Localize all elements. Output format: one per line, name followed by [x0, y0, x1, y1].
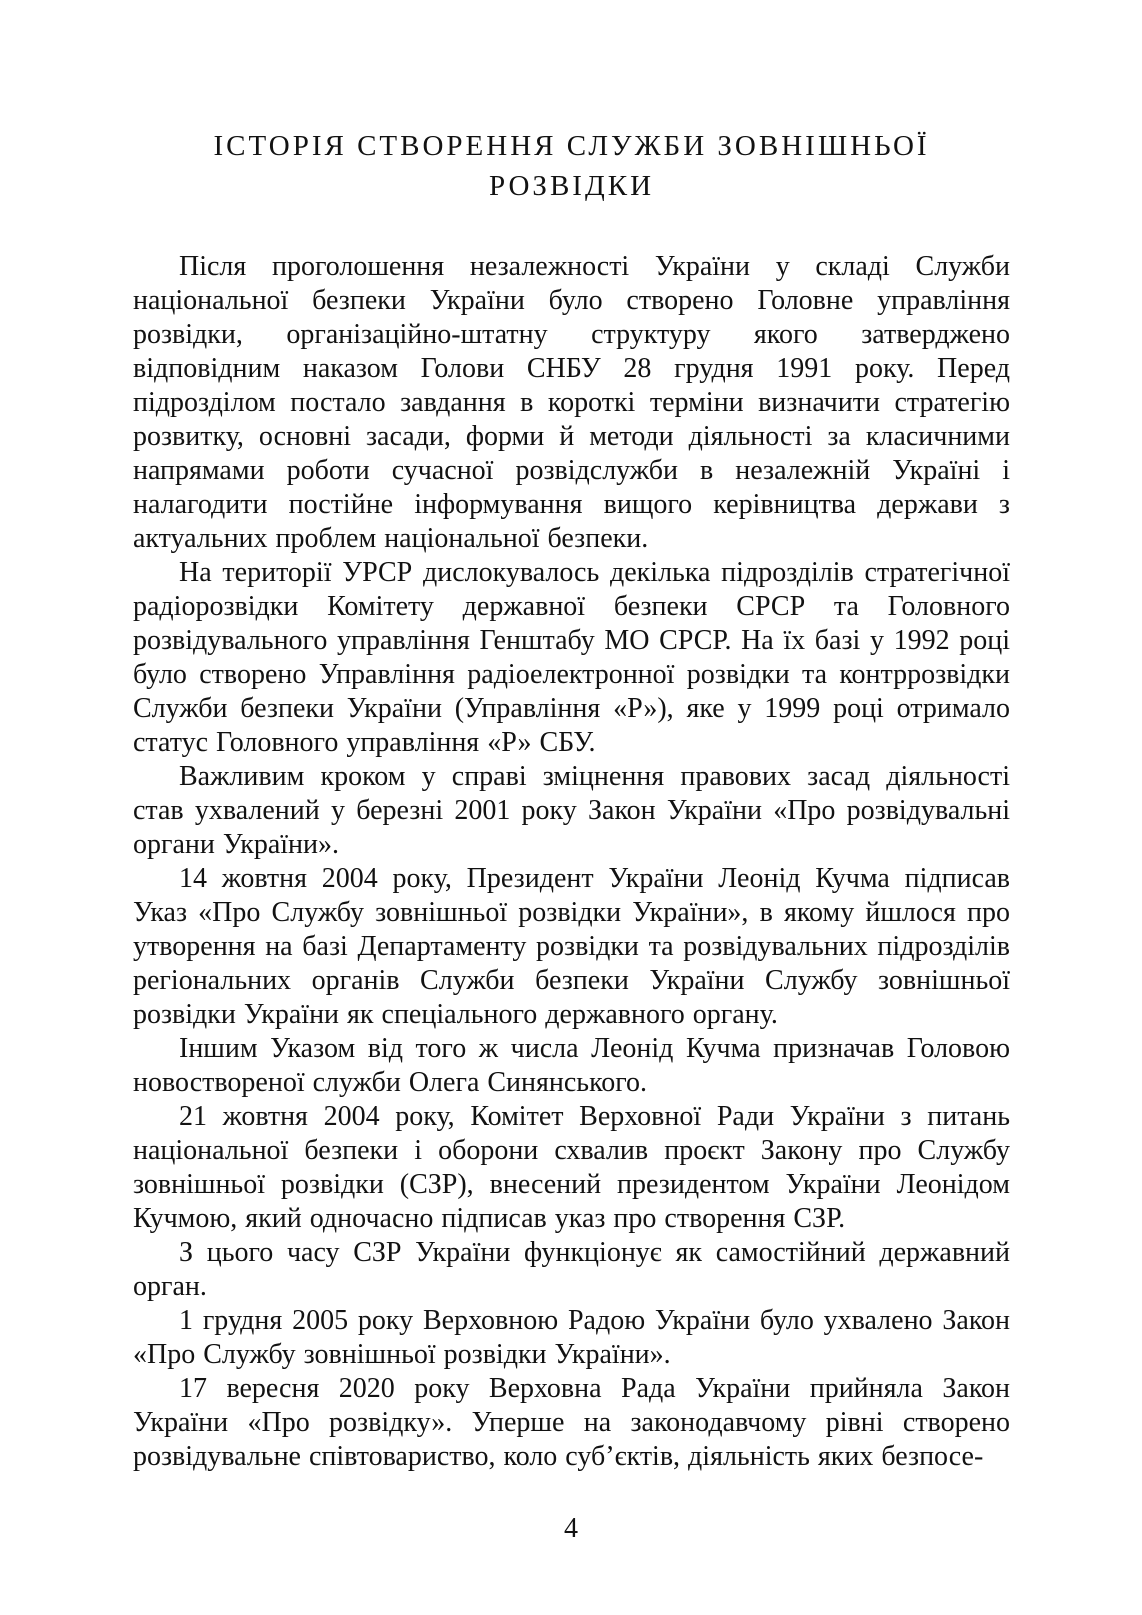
paragraph: 14 жовтня 2004 року, Президент України Леонід Кучма підписав Указ «Про Службу зовнішньої розвідки України», в якому йшлося про утворення на базі Департаменту розвідки та розвідувальних підрозділів регіональних органів Служби безпеки України Службу зовнішньої розвідки України як спеціального державного органу.: [133, 863, 1010, 1031]
paragraph: На території УРСР дислокувалось декілька підрозділів стратегічної радіорозвідки Комітету державної безпеки СРСР та Головного розвідувального управління Генштабу МО СРСР. На їх базі у 1992 році було створено Управління радіоелектронної розвідки та контррозвідки Служби безпеки України (Управління «Р»), яке у 1999 році отримало статус Головного управління «Р» СБУ.: [133, 557, 1010, 759]
paragraph: 17 вересня 2020 року Верховна Рада України прийняла Закон України «Про розвідку». Уперше на законодавчому рівні створено розвідувальне співтовариство, коло суб’єктів, діяльність яких безпосе-: [133, 1373, 1010, 1473]
paragraph: Після проголошення незалежності України у складі Служби національної безпеки України було створено Головне управління розвідки, організаційно-штатну структуру якого затверджено відповідним наказом Голови СНБУ 28 грудня 1991 року. Перед підрозділом постало завдання в короткі терміни визначити стратегію розвитку, основні засади, форми й методи діяльності за класичними напрямами роботи сучасної розвідслужби в незалежній Україні і налагодити постійне інформування вищого керівництва держави з актуальних проблем національної безпеки.: [133, 251, 1010, 555]
paragraph: Іншим Указом від того ж числа Леонід Кучма призначав Головою новоствореної служби Олега Синянського.: [133, 1033, 1010, 1099]
paragraph: 21 жовтня 2004 року, Комітет Верховної Ради України з питань національної безпеки і оборони схвалив проєкт Закону про Службу зовнішньої розвідки (СЗР), внесений президентом України Леонідом Кучмою, який одночасно підписав указ про створення СЗР.: [133, 1101, 1010, 1235]
document-body: [133, 250, 1010, 1474]
page-title: ІСТОРІЯ СТВОРЕННЯ СЛУЖБИ ЗОВНІШНЬОЇ РОЗВІДКИ: [213, 130, 930, 203]
paragraph: Важливим кроком у справі зміцнення правових засад діяльності став ухвалений у березні 2001 року Закон України «Про розвідувальні органи України».: [133, 761, 1010, 861]
page-number: 4: [564, 1513, 578, 1544]
paragraph: 1 грудня 2005 року Верховною Радою України було ухвалено Закон «Про Службу зовнішньої розвідки України».: [133, 1305, 1010, 1371]
paragraph: З цього часу СЗР України функціонує як самостійний державний орган.: [133, 1237, 1010, 1303]
